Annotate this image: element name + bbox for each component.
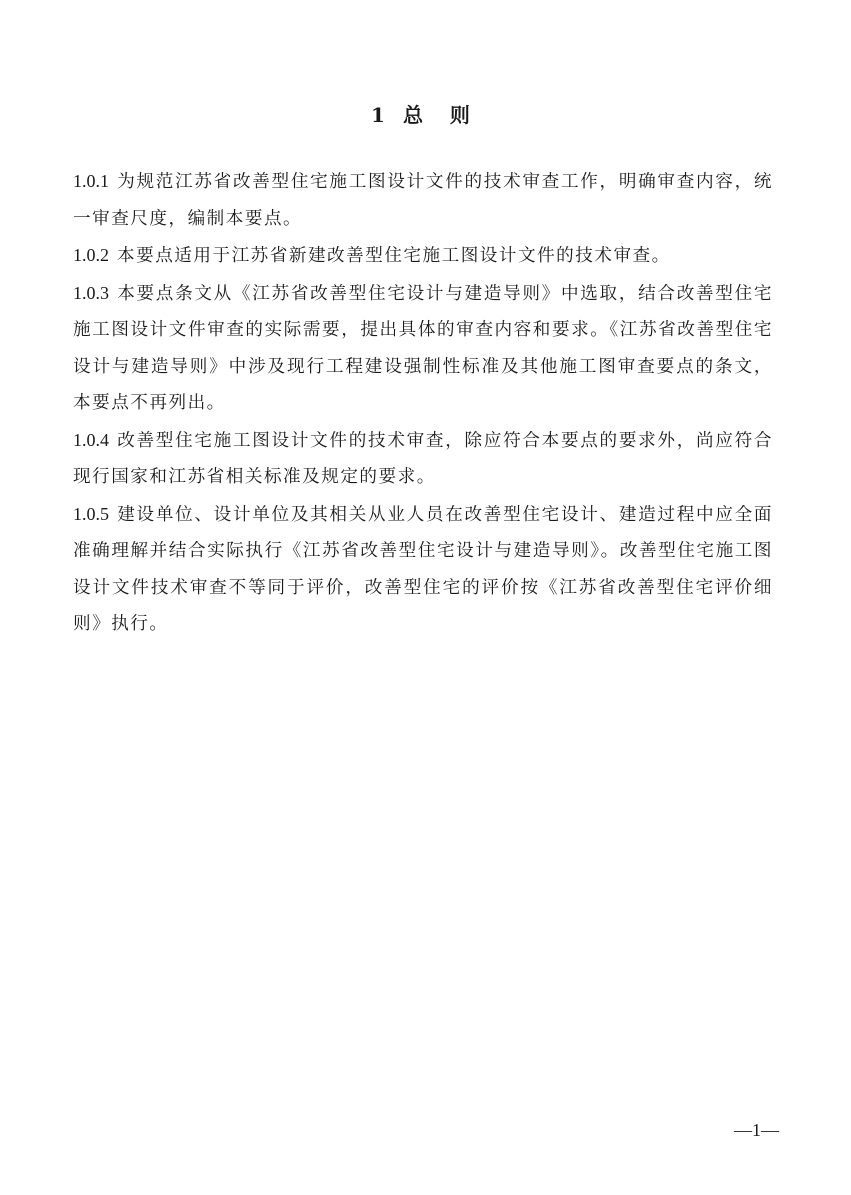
clause-1-0-1: [73, 163, 773, 237]
clause-1-0-5: [73, 496, 773, 643]
clause-number: 1.0.2: [73, 245, 109, 265]
clause-text: 改善型住宅施工图设计文件的技术审查，除应符合本要点的要求外，尚应符合现行国家和江苏省相关标准及规定的要求。: [73, 430, 773, 487]
clause-1-0-4: [73, 422, 773, 496]
clause-text: 为规范江苏省改善型住宅施工图设计文件的技术审查工作，明确审查内容，统一审查尺度，编制本要点。: [73, 172, 773, 229]
chapter-number: 1: [371, 103, 385, 127]
chapter-title: [0, 98, 851, 132]
clause-number: 1.0.1: [73, 171, 109, 191]
clause-number: 1.0.3: [73, 282, 109, 303]
clause-number: 1.0.5: [73, 503, 109, 524]
clause-list: [73, 163, 773, 643]
chapter-name: 总 则: [402, 103, 480, 127]
clause-text: 本要点条文从《江苏省改善型住宅设计与建造导则》中选取，结合改善型住宅施工图设计文件审查的实际需要，提出具体的审查内容和要求。《江苏省改善型住宅设计与建造导则》中涉及现行工程建设强制性标准及其他施工图审查要点的条文，本要点不再列出。: [73, 283, 773, 413]
clause-1-0-2: [73, 237, 773, 275]
clause-text: 本要点适用于江苏省新建改善型住宅施工图设计文件的技术审查。: [117, 246, 671, 266]
clause-text: 建设单位、设计单位及其相关从业人员在改善型住宅设计、建造过程中应全面准确理解并结合实际执行《江苏省改善型住宅设计与建造导则》。改善型住宅施工图设计文件技术审查不等同于评价，改善型住宅的评价按《江苏省改善型住宅评价细则》执行。: [73, 504, 773, 634]
clause-number: 1.0.4: [73, 429, 109, 450]
clause-1-0-3: [73, 275, 773, 422]
page-number: —1—: [734, 1120, 779, 1140]
